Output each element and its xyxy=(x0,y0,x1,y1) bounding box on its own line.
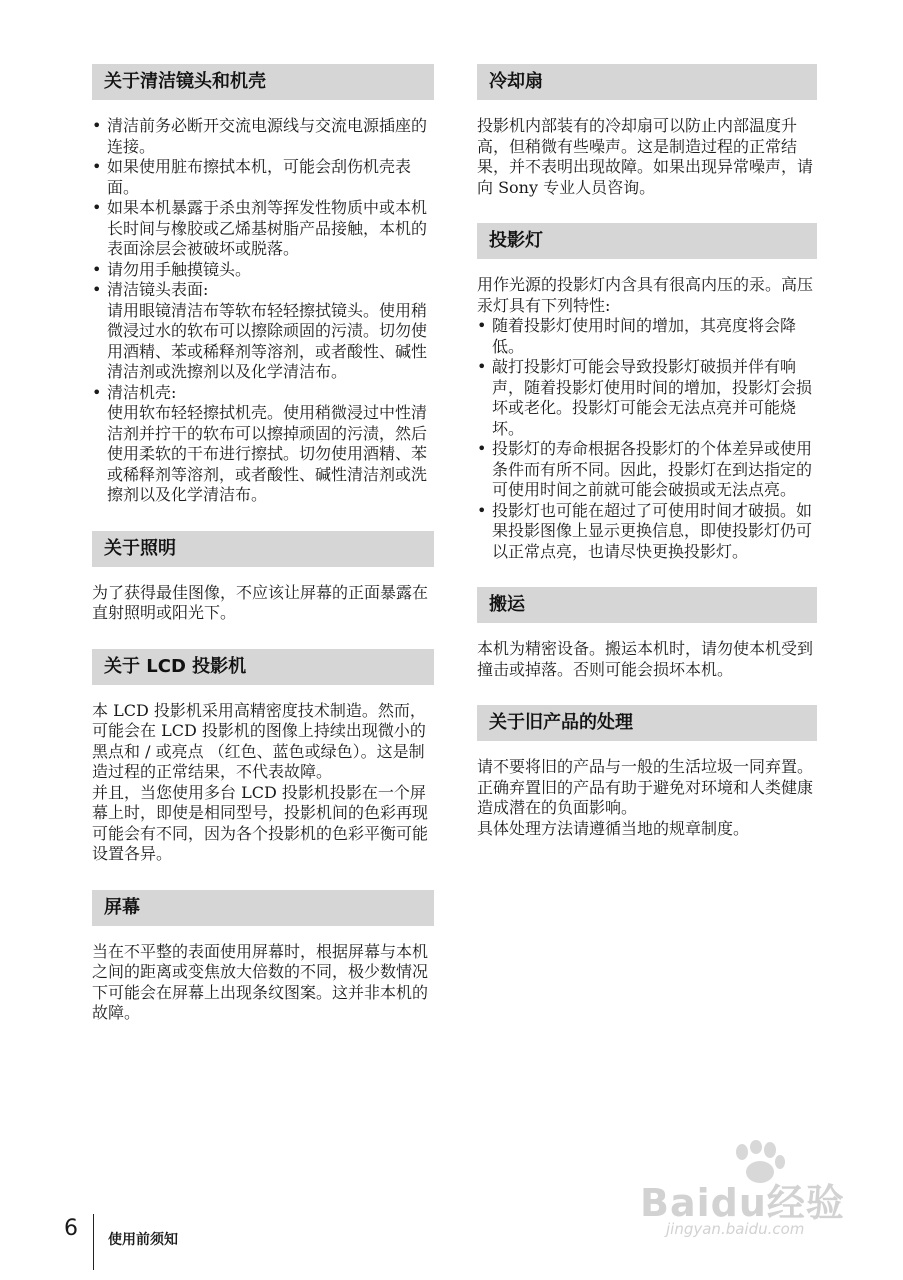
screen-text: 当在不平整的表面使用屏幕时，根据屏幕与本机之间的距离或变焦放大倍数的不同，极少数情况下可能会在屏幕上出现条纹图案。这并非本机的故障。 xyxy=(92,941,429,1022)
lens-text: 请用眼镜清洁布等软布轻轻擦拭镜头。使用稍微浸过水的软布可以擦除顽固的污渍。切勿使用酒精、苯或稀释剂等溶剂，或者酸性、碱性清洁剂或洗擦剂以及化学清洁布。 xyxy=(107,300,428,381)
section-title-lighting: 关于照明 xyxy=(92,531,434,567)
lamp-intro: 用作光源的投影灯内含具有很高内压的汞。高压汞灯具有下列特性: xyxy=(477,275,814,315)
section-transport xyxy=(477,587,817,680)
lcd-text-1: 本 LCD 投影机采用高精密度技术制造。然而，可能会在 LCD 投影机的图像上持续出现微小的黑点和 / 或亮点 （红色、蓝色或绿色）。这是制造过程的正常结果，不代表故障。 xyxy=(92,700,426,781)
cleaning-list xyxy=(92,116,434,506)
disposal-text-1: 请不要将旧的产品与一般的生活垃圾一同弃置。 xyxy=(477,757,814,776)
section-title-lcd: 关于 LCD 投影机 xyxy=(92,649,434,685)
lamp-list xyxy=(477,316,817,562)
section-cleaning xyxy=(92,64,434,506)
footer-section-label: 使用前须知 xyxy=(108,1232,178,1248)
transport-text: 本机为精密设备。搬运本机时，请勿使本机受到撞击或掉落。否则可能会损坏本机。 xyxy=(477,639,814,679)
section-title-cleaning: 关于清洁镜头和机壳 xyxy=(92,64,434,100)
page-number: 6 xyxy=(64,1216,78,1241)
section-lcd xyxy=(92,649,434,865)
cabinet-label: • 清洁机壳: xyxy=(107,382,177,402)
lighting-text: 为了获得最佳图像，不应该让屏幕的正面暴露在直射照明或阳光下。 xyxy=(92,582,429,622)
list-item: • 如果本机暴露于杀虫剂等挥发性物质中或本机长时间与橡胶或乙烯基树脂产品接触，本机的表面涂层会被破坏或脱落。 xyxy=(92,198,434,260)
watermark-url: jingyan.baidu.com xyxy=(666,1220,805,1238)
section-screen xyxy=(92,890,434,1024)
disposal-text-2: 正确弃置旧的产品有助于避免对环境和人类健康造成潜在的负面影响。 xyxy=(477,777,814,817)
list-item: • 清洁前务必断开交流电源线与交流电源插座的连接。 xyxy=(92,116,434,157)
fan-text: 投影机内部装有的冷却扇可以防止内部温度升高，但稍微有些噪声。这是制造过程的正常结果，并不表明出现故障。如果出现异常噪声，请向 Sony 专业人员咨询。 xyxy=(477,116,814,197)
section-title-lamp: 投影灯 xyxy=(477,223,817,259)
list-item-cabinet xyxy=(92,383,434,506)
lens-label: • 清洁镜头表面: xyxy=(107,280,209,299)
disposal-text-3: 具体处理方法请遵循当地的规章制度。 xyxy=(477,818,750,838)
section-fan xyxy=(477,64,817,198)
section-lighting xyxy=(92,531,434,624)
lcd-text-2: 并且，当您使用多台 LCD 投影机投影在一个屏幕上时，即使是相同型号，投影机间的色彩再现可能会有不同，因为各个投影机的色彩平衡可能设置各异。 xyxy=(92,782,429,863)
left-column xyxy=(92,64,434,1049)
section-title-screen: 屏幕 xyxy=(92,890,434,926)
watermark-brand: Baidu经验 xyxy=(640,1181,845,1225)
list-item: • 投影灯也可能在超过了可使用时间才破损。如果投影图像上显示更换信息，即使投影灯仍可以正常点亮，也请尽快更换投影灯。 xyxy=(477,501,817,563)
section-title-transport: 搬运 xyxy=(477,587,817,623)
section-title-fan: 冷却扇 xyxy=(477,64,817,100)
right-column xyxy=(477,64,817,864)
list-item: • 投影灯的寿命根据各投影灯的个体差异或使用条件而有所不同。因此，投影灯在到达指定的可使用时间之前就可能会破损或无法点亮。 xyxy=(477,439,817,501)
section-title-disposal: 关于旧产品的处理 xyxy=(477,705,817,741)
baidu-watermark xyxy=(638,1140,848,1240)
section-lamp xyxy=(477,223,817,562)
list-item: • 如果使用脏布擦拭本机，可能会刮伤机壳表面。 xyxy=(92,157,434,198)
list-item: • 请勿用手触摸镜头。 xyxy=(92,260,434,281)
list-item: • 随着投影灯使用时间的增加，其亮度将会降低。 xyxy=(477,316,817,357)
list-item-lens xyxy=(92,280,434,383)
list-item: • 敲打投影灯可能会导致投影灯破损并伴有响声，随着投影灯使用时间的增加，投影灯会损坏或老化。投影灯可能会无法点亮并可能烧坏。 xyxy=(477,357,817,439)
cabinet-text: 使用软布轻轻擦拭机壳。使用稍微浸过中性清洁剂并拧干的软布可以擦掉顽固的污渍，然后使用柔软的干布进行擦拭。切勿使用酒精、苯或稀释剂等溶剂，或者酸性、碱性清洁剂或洗擦剂以及化学清洁布。 xyxy=(107,403,428,504)
section-disposal xyxy=(477,705,817,839)
footer-divider xyxy=(93,1214,94,1270)
